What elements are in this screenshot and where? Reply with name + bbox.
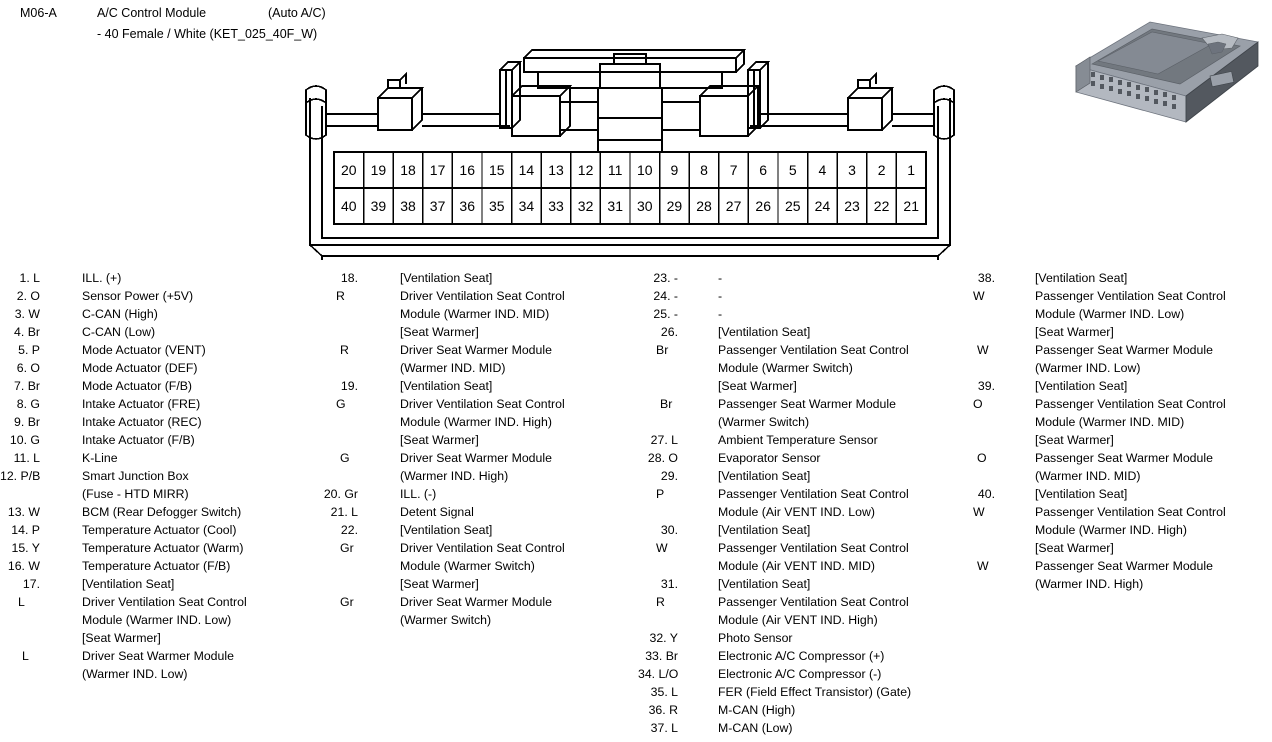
pin-wire-color-label: P [656, 487, 665, 501]
pin-list-row [318, 593, 648, 611]
pin-description: - [718, 271, 723, 285]
pin-list-row [955, 521, 1272, 539]
pin-wire-color-label: W [973, 505, 985, 519]
pin-number-label: 19. [340, 379, 358, 393]
pin-list-row [318, 539, 648, 557]
pin-cell-bottom: 27 [725, 198, 742, 214]
pin-wire-color-label: O [973, 397, 983, 411]
pin-description: Temperature Actuator (Warm) [82, 541, 244, 555]
pin-description: Passenger Ventilation Seat Control [1035, 397, 1226, 411]
pin-cell-top: 12 [577, 162, 594, 178]
pin-list-row [955, 467, 1272, 485]
pin-list-row [318, 341, 648, 359]
pin-description: Module (Air VENT IND. MID) [718, 559, 875, 573]
pin-description: Module (Warmer Switch) [400, 559, 535, 573]
pin-description: Driver Ventilation Seat Control [400, 289, 565, 303]
pin-list-row [0, 647, 330, 665]
pin-list-row [638, 269, 976, 287]
pin-description: Module (Warmer IND. Low) [82, 613, 232, 627]
pin-number-label: 22. [340, 523, 358, 537]
pin-list-row [955, 485, 1272, 503]
pin-description: (Fuse - HTD MIRR) [82, 487, 189, 501]
pin-cell-bottom: 32 [577, 198, 594, 214]
pin-list-row [638, 341, 976, 359]
pin-cell-bottom: 34 [518, 198, 535, 214]
pin-list-row [955, 395, 1272, 413]
pin-number-label: 24. - [653, 289, 678, 303]
pin-list-row [318, 395, 648, 413]
pin-number-label: 18. [340, 271, 358, 285]
pin-list-row [638, 647, 976, 665]
pin-wire-color-label: L [18, 595, 25, 609]
pin-cell-top: 4 [818, 162, 827, 178]
pin-list-row [318, 467, 648, 485]
pin-description: (Warmer IND. Low) [1035, 361, 1141, 375]
pin-description: [Seat Warmer] [82, 631, 161, 645]
pin-number-label: 6. O [16, 361, 40, 375]
pin-list-row [318, 269, 648, 287]
pin-cell-top: 9 [670, 162, 679, 178]
pin-number-label: 3. W [14, 307, 40, 321]
pin-description: [Ventilation Seat] [400, 523, 493, 537]
pin-description: [Seat Warmer] [1035, 325, 1114, 339]
pin-description: Intake Actuator (FRE) [82, 397, 201, 411]
pin-description: ILL. (+) [82, 271, 122, 285]
pin-description: Module (Warmer IND. MID) [1035, 415, 1185, 429]
pin-description: Smart Junction Box [82, 469, 189, 483]
pin-description: Electronic A/C Compressor (-) [718, 667, 882, 681]
pin-list-row [638, 683, 976, 701]
pin-cell-top: 17 [429, 162, 446, 178]
pin-wire-color-label: R [336, 289, 345, 303]
pin-list-row [0, 413, 330, 431]
pin-cell-bottom: 36 [459, 198, 475, 214]
pin-cell-bottom: 30 [637, 198, 653, 214]
pin-description: Driver Ventilation Seat Control [400, 541, 565, 555]
pin-number-label: 1. L [19, 271, 40, 285]
pin-wire-color-label: W [977, 343, 989, 357]
pin-description: Detent Signal [400, 505, 474, 519]
pin-number-label: 4. Br [14, 325, 40, 339]
pin-description: (Warmer IND. MID) [1035, 469, 1141, 483]
pin-number-label: 32. Y [649, 631, 678, 645]
pin-cell-bottom: 23 [844, 198, 860, 214]
pin-list-row [318, 413, 648, 431]
pin-list-row [0, 323, 330, 341]
pin-description: Sensor Power (+5V) [82, 289, 194, 303]
pin-list-column-3 [638, 269, 976, 737]
pin-cell-bottom: 28 [696, 198, 712, 214]
pin-description: Passenger Ventilation Seat Control [718, 343, 909, 357]
pin-description: Passenger Seat Warmer Module [1035, 451, 1213, 465]
pin-cell-bottom: 29 [666, 198, 683, 214]
pin-description: Electronic A/C Compressor (+) [718, 649, 885, 663]
pin-wire-color-label: Br [656, 343, 669, 357]
pin-list-row [318, 449, 648, 467]
pin-cell-bottom: 39 [370, 198, 387, 214]
pin-description: (Warmer IND. Low) [82, 667, 188, 681]
pin-description: [Ventilation Seat] [82, 577, 175, 591]
pin-description: Driver Seat Warmer Module [400, 451, 552, 465]
module-name: A/C Control Module [97, 6, 207, 20]
pin-number-label: 16. W [7, 559, 40, 573]
pin-list-row [955, 269, 1272, 287]
pin-wire-color-label: G [336, 397, 346, 411]
pin-list-row [955, 359, 1272, 377]
pin-wire-color-label: W [973, 289, 985, 303]
pin-description: Module (Warmer IND. Low) [1035, 307, 1185, 321]
pin-cell-top: 18 [400, 162, 416, 178]
pin-description: ILL. (-) [400, 487, 437, 501]
pin-description: Module (Warmer IND. High) [1035, 523, 1187, 537]
pin-description: [Seat Warmer] [1035, 433, 1114, 447]
pin-wire-color-label: G [340, 451, 350, 465]
pin-number-label: 8. G [16, 397, 40, 411]
pin-list-row [318, 503, 648, 521]
pin-list-row [955, 557, 1272, 575]
pin-list-row [638, 413, 976, 431]
pin-cell-top: 10 [637, 162, 653, 178]
pin-description: C-CAN (Low) [82, 325, 156, 339]
pin-list-row [955, 431, 1272, 449]
pin-list-row [955, 305, 1272, 323]
pin-number-label: 37. L [650, 721, 678, 735]
pin-wire-color-label: Br [660, 397, 673, 411]
pin-description: Mode Actuator (F/B) [82, 379, 193, 393]
pin-list-row [955, 377, 1272, 395]
pin-number-label: 21. L [330, 505, 358, 519]
pin-list-row [638, 593, 976, 611]
pin-list-row [638, 287, 976, 305]
pin-list-row [638, 449, 976, 467]
pin-description: Module (Warmer IND. High) [400, 415, 552, 429]
pin-cell-top: 19 [370, 162, 387, 178]
pin-description: [Ventilation Seat] [1035, 271, 1128, 285]
pin-list-row [0, 629, 330, 647]
pin-cell-top: 14 [518, 162, 535, 178]
pin-list-row [955, 539, 1272, 557]
pin-number-label: 39. [977, 379, 995, 393]
pin-description: Passenger Seat Warmer Module [718, 397, 896, 411]
pin-number-label: 34. L/O [638, 667, 679, 681]
pin-list-row [0, 665, 330, 683]
pin-description: [Ventilation Seat] [400, 271, 493, 285]
pin-description: [Seat Warmer] [400, 433, 479, 447]
pin-list-row [0, 611, 330, 629]
pin-list-row [638, 719, 976, 737]
pin-description: Module (Warmer Switch) [718, 361, 853, 375]
pin-list-row [318, 287, 648, 305]
pin-list-row [318, 521, 648, 539]
pin-cell-bottom: 31 [607, 198, 623, 214]
pin-list-row [318, 611, 648, 629]
pin-cell-top: 16 [459, 162, 475, 178]
pin-list-row [318, 575, 648, 593]
pin-description: [Seat Warmer] [400, 325, 479, 339]
pin-number-label: 25. - [653, 307, 678, 321]
pin-description: (Warmer IND. High) [400, 469, 509, 483]
pin-list-column-1 [0, 269, 330, 683]
pin-list-row [318, 359, 648, 377]
pin-list-row [638, 377, 976, 395]
pin-list-row [638, 467, 976, 485]
pin-number-label: 28. O [647, 451, 678, 465]
pin-description: [Seat Warmer] [400, 577, 479, 591]
pin-description: (Warmer Switch) [718, 415, 810, 429]
pin-number-label: 40. [977, 487, 995, 501]
pin-cell-bottom: 38 [400, 198, 416, 214]
pin-description: [Ventilation Seat] [400, 379, 493, 393]
pin-number-label: 23. - [653, 271, 678, 285]
pin-description: Temperature Actuator (Cool) [82, 523, 237, 537]
pin-description: [Ventilation Seat] [718, 325, 811, 339]
pin-cell-top: 2 [877, 162, 886, 178]
pin-number-label: 13. W [7, 505, 40, 519]
pin-description: BCM (Rear Defogger Switch) [82, 505, 242, 519]
pin-number-label: 36. R [648, 703, 678, 717]
connector-spec: - 40 Female / White (KET_025_40F_W) [97, 27, 318, 41]
pin-cell-top: 8 [700, 162, 708, 178]
pin-number-label: 20. Gr [323, 487, 358, 501]
pin-list-row [638, 485, 976, 503]
pin-cell-bottom: 22 [873, 198, 890, 214]
pin-description: Driver Ventilation Seat Control [82, 595, 247, 609]
pin-description: Driver Seat Warmer Module [82, 649, 234, 663]
pin-list-row [0, 287, 330, 305]
pin-cell-bottom: 37 [429, 198, 446, 214]
pin-wire-color-label: W [977, 559, 989, 573]
pin-list-row [0, 359, 330, 377]
pin-description: Passenger Ventilation Seat Control [1035, 289, 1226, 303]
pin-description: Module (Air VENT IND. Low) [718, 505, 875, 519]
pin-number-label: 15. Y [11, 541, 40, 555]
pin-description: Passenger Ventilation Seat Control [718, 541, 909, 555]
pin-list-row [638, 629, 976, 647]
pin-list-row [955, 323, 1272, 341]
pin-description: Passenger Seat Warmer Module [1035, 343, 1213, 357]
pin-list-row [638, 611, 976, 629]
pin-list-row [0, 431, 330, 449]
pin-list-row [0, 503, 330, 521]
pin-list-row [318, 305, 648, 323]
pin-number-label: 14. P [11, 523, 40, 537]
pin-cell-top: 1 [907, 162, 916, 178]
pin-list-row [638, 521, 976, 539]
pin-list-row [0, 485, 330, 503]
pin-description: [Seat Warmer] [1035, 541, 1114, 555]
pin-list-row [0, 521, 330, 539]
pin-description: Module (Warmer IND. MID) [400, 307, 550, 321]
pin-description: (Warmer Switch) [400, 613, 492, 627]
pin-cell-bottom: 24 [814, 198, 831, 214]
pin-description: (Warmer IND. High) [1035, 577, 1144, 591]
pin-description: Passenger Ventilation Seat Control [718, 595, 909, 609]
pin-list-column-2 [318, 269, 648, 629]
pin-description: Driver Ventilation Seat Control [400, 397, 565, 411]
pin-description: Driver Seat Warmer Module [400, 595, 552, 609]
pin-description: Temperature Actuator (F/B) [82, 559, 231, 573]
pin-number-label: 5. P [18, 343, 40, 357]
pin-cell-bottom: 40 [341, 198, 357, 214]
pin-description: Photo Sensor [718, 631, 793, 645]
pin-description: Mode Actuator (DEF) [82, 361, 198, 375]
pin-number-label: 33. Br [645, 649, 678, 663]
pin-number-label: 10. G [9, 433, 40, 447]
pin-list-row [955, 575, 1272, 593]
pin-wire-color-label: Gr [340, 595, 354, 609]
pin-cell-top: 15 [489, 162, 505, 178]
pin-list-row [0, 449, 330, 467]
pin-number-label: 12. P/B [0, 469, 41, 483]
pin-description: Evaporator Sensor [718, 451, 821, 465]
pin-cell-bottom: 33 [548, 198, 564, 214]
pin-description: (Warmer IND. MID) [400, 361, 506, 375]
pin-list-row [0, 377, 330, 395]
pin-list-row [638, 557, 976, 575]
pin-description: M-CAN (Low) [718, 721, 793, 735]
pin-list-row [0, 341, 330, 359]
pin-list-row [318, 431, 648, 449]
pin-list-row [638, 701, 976, 719]
pin-wire-color-label: Gr [340, 541, 354, 555]
pin-number-label: 11. L [13, 451, 40, 465]
pin-list-row [638, 575, 976, 593]
pin-list-row [638, 431, 976, 449]
pin-description: Ambient Temperature Sensor [718, 433, 878, 447]
connector-pinout-drawing [300, 40, 960, 260]
pin-number-label: 26. [660, 325, 678, 339]
pin-list-row [638, 539, 976, 557]
pin-list-row [638, 323, 976, 341]
connector-code: M06-A [20, 6, 57, 20]
pin-list-row [318, 323, 648, 341]
pin-list-column-4 [955, 269, 1272, 593]
connector-3d-photo [1062, 4, 1268, 134]
pin-number-label: 9. Br [14, 415, 40, 429]
pin-description: Intake Actuator (REC) [82, 415, 202, 429]
pin-description: [Ventilation Seat] [1035, 379, 1128, 393]
pin-description: - [718, 289, 723, 303]
pin-list-row [638, 665, 976, 683]
pin-description: [Ventilation Seat] [718, 469, 811, 483]
pin-description: Module (Air VENT IND. High) [718, 613, 878, 627]
pin-description: Mode Actuator (VENT) [82, 343, 206, 357]
pin-list-row [955, 449, 1272, 467]
pin-description: [Ventilation Seat] [1035, 487, 1128, 501]
pin-number-label: 38. [977, 271, 995, 285]
pin-number-label: 29. [660, 469, 678, 483]
pin-list-row [0, 539, 330, 557]
pin-list-row [0, 467, 330, 485]
pin-cell-top: 7 [729, 162, 738, 178]
pin-description: M-CAN (High) [718, 703, 796, 717]
pin-list-row [955, 287, 1272, 305]
pin-description: Driver Seat Warmer Module [400, 343, 552, 357]
pin-cell-bottom: 26 [755, 198, 771, 214]
pin-number-label: 7. Br [14, 379, 40, 393]
pin-cell-top: 20 [341, 162, 357, 178]
pin-list-row [0, 395, 330, 413]
pin-list-row [318, 485, 648, 503]
pin-list-row [0, 593, 330, 611]
module-variant: (Auto A/C) [268, 6, 326, 20]
pin-wire-color-label: R [656, 595, 665, 609]
pin-list-row [955, 413, 1272, 431]
pin-number-label: 27. L [650, 433, 678, 447]
pin-cell-top: 5 [788, 162, 797, 178]
pin-list-row [318, 377, 648, 395]
pin-cell-top: 13 [548, 162, 564, 178]
pin-list-row [318, 557, 648, 575]
pin-cell-bottom: 21 [903, 198, 919, 214]
pin-description: [Seat Warmer] [718, 379, 797, 393]
pin-list-row [638, 359, 976, 377]
pin-description: - [718, 307, 723, 321]
pin-number-label: 31. [660, 577, 678, 591]
pin-wire-color-label: W [656, 541, 668, 555]
pin-wire-color-label: O [977, 451, 987, 465]
pin-list-row [638, 305, 976, 323]
pin-description: [Ventilation Seat] [718, 577, 811, 591]
pin-list-row [638, 503, 976, 521]
pin-list-row [955, 341, 1272, 359]
pin-cell-top: 11 [607, 162, 623, 178]
pin-list-row [0, 305, 330, 323]
pin-cell-bottom: 35 [489, 198, 505, 214]
pin-list-row [0, 557, 330, 575]
pin-description: FER (Field Effect Transistor) (Gate) [718, 685, 912, 699]
connector-photo-body [1076, 22, 1258, 122]
pin-description: Intake Actuator (F/B) [82, 433, 195, 447]
pin-wire-color-label: L [22, 649, 29, 663]
pin-description: [Ventilation Seat] [718, 523, 811, 537]
pin-list-row [0, 575, 330, 593]
pin-description: Passenger Ventilation Seat Control [718, 487, 909, 501]
pin-list-row [0, 269, 330, 287]
pin-cell-top: 3 [848, 162, 856, 178]
pin-list-row [638, 395, 976, 413]
pin-cell-bottom: 25 [785, 198, 801, 214]
pin-wire-color-label: R [340, 343, 349, 357]
pin-description: Passenger Seat Warmer Module [1035, 559, 1213, 573]
pin-description: C-CAN (High) [82, 307, 158, 321]
pin-description: K-Line [82, 451, 118, 465]
pin-number-label: 35. L [650, 685, 678, 699]
pin-cell-top: 6 [759, 162, 768, 178]
pin-description: Passenger Ventilation Seat Control [1035, 505, 1226, 519]
pin-number-label: 2. O [16, 289, 40, 303]
pin-list-row [955, 503, 1272, 521]
pin-number-label: 17. [22, 577, 40, 591]
pin-number-label: 30. [660, 523, 678, 537]
